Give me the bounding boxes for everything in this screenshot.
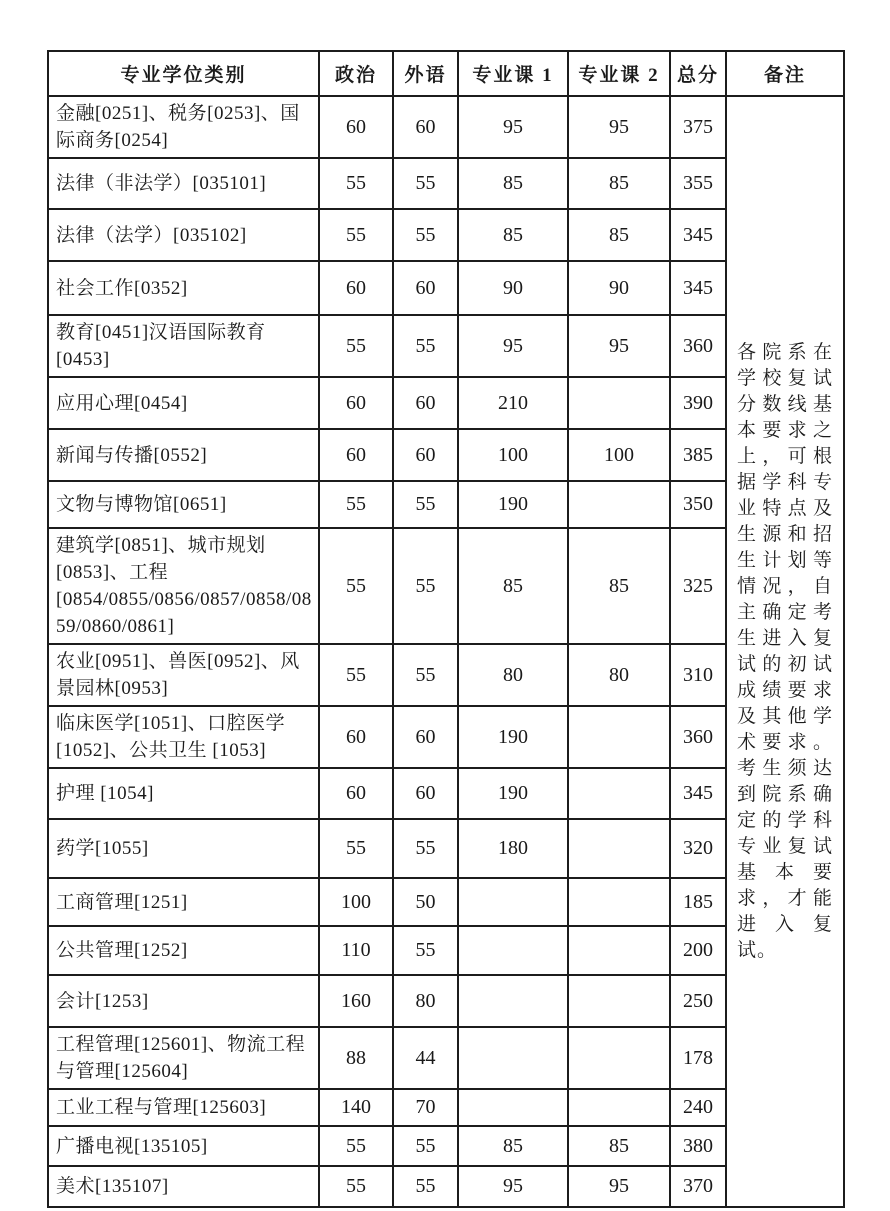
- header-course2: 专业课 2: [568, 51, 670, 96]
- category-cell: 法律（非法学）[035101]: [48, 158, 319, 209]
- course1-cell: 95: [458, 96, 568, 158]
- total-cell: 370: [670, 1166, 726, 1207]
- course1-cell: [458, 1089, 568, 1126]
- course1-cell: 90: [458, 261, 568, 315]
- course2-cell: 85: [568, 158, 670, 209]
- course2-cell: 100: [568, 429, 670, 481]
- course2-cell: 95: [568, 315, 670, 377]
- category-cell: 工程管理[125601]、物流工程与管理[125604]: [48, 1027, 319, 1089]
- foreign-cell: 55: [393, 528, 458, 644]
- course2-cell: 85: [568, 209, 670, 261]
- foreign-cell: 60: [393, 261, 458, 315]
- category-cell: 建筑学[0851]、城市规划[0853]、工程[0854/0855/0856/0857/0858/0859/0860/0861]: [48, 528, 319, 644]
- table-row: [48, 528, 844, 644]
- course2-cell: 95: [568, 96, 670, 158]
- table-row: [48, 1126, 844, 1166]
- politics-cell: 60: [319, 377, 393, 429]
- course1-cell: 85: [458, 209, 568, 261]
- course2-cell: [568, 819, 670, 878]
- politics-cell: 60: [319, 429, 393, 481]
- course1-cell: 210: [458, 377, 568, 429]
- course1-cell: [458, 1027, 568, 1089]
- foreign-cell: 55: [393, 644, 458, 706]
- politics-cell: 55: [319, 644, 393, 706]
- foreign-cell: 50: [393, 878, 458, 926]
- category-cell: 金融[0251]、税务[0253]、国际商务[0254]: [48, 96, 319, 158]
- foreign-cell: 55: [393, 315, 458, 377]
- table-row: [48, 96, 844, 158]
- remark-text: 各院系在学校复试分数线基本要求之上，可根据学科专业特点及生源和招生计划等情况，自主确定考生进入复试的初试成绩要求及其他学术要求。考生须达到院系确定的学科专业复试基本要求，才能进入复试。: [737, 341, 833, 961]
- foreign-cell: 55: [393, 1126, 458, 1166]
- course2-cell: 95: [568, 1166, 670, 1207]
- table-row: [48, 768, 844, 819]
- header-row: [48, 51, 844, 96]
- foreign-cell: 60: [393, 706, 458, 768]
- course2-cell: [568, 377, 670, 429]
- total-cell: 250: [670, 975, 726, 1027]
- foreign-cell: 44: [393, 1027, 458, 1089]
- politics-cell: 60: [319, 261, 393, 315]
- course2-cell: [568, 1027, 670, 1089]
- total-cell: 360: [670, 706, 726, 768]
- category-cell: 公共管理[1252]: [48, 926, 319, 975]
- foreign-cell: 55: [393, 481, 458, 528]
- course1-cell: [458, 926, 568, 975]
- table-row: [48, 429, 844, 481]
- foreign-cell: 70: [393, 1089, 458, 1126]
- course2-cell: [568, 926, 670, 975]
- table-row: [48, 975, 844, 1027]
- category-cell: 会计[1253]: [48, 975, 319, 1027]
- header-foreign-language: 外语: [393, 51, 458, 96]
- table-row: [48, 926, 844, 975]
- course1-cell: 190: [458, 706, 568, 768]
- politics-cell: 110: [319, 926, 393, 975]
- category-cell: 护理 [1054]: [48, 768, 319, 819]
- table-row: [48, 209, 844, 261]
- table-row: [48, 819, 844, 878]
- foreign-cell: 55: [393, 158, 458, 209]
- total-cell: 325: [670, 528, 726, 644]
- course2-cell: [568, 481, 670, 528]
- total-cell: 320: [670, 819, 726, 878]
- course1-cell: 95: [458, 1166, 568, 1207]
- total-cell: 200: [670, 926, 726, 975]
- table-row: [48, 377, 844, 429]
- total-cell: 345: [670, 261, 726, 315]
- politics-cell: 140: [319, 1089, 393, 1126]
- course2-cell: [568, 878, 670, 926]
- table-row: [48, 1166, 844, 1207]
- course1-cell: 190: [458, 481, 568, 528]
- course1-cell: 100: [458, 429, 568, 481]
- category-cell: 农业[0951]、兽医[0952]、风景园林[0953]: [48, 644, 319, 706]
- total-cell: 310: [670, 644, 726, 706]
- total-cell: 380: [670, 1126, 726, 1166]
- politics-cell: 55: [319, 528, 393, 644]
- category-cell: 法律（法学）[035102]: [48, 209, 319, 261]
- politics-cell: 100: [319, 878, 393, 926]
- category-cell: 广播电视[135105]: [48, 1126, 319, 1166]
- foreign-cell: 60: [393, 429, 458, 481]
- header-total: 总分: [670, 51, 726, 96]
- foreign-cell: 55: [393, 1166, 458, 1207]
- category-cell: 药学[1055]: [48, 819, 319, 878]
- foreign-cell: 60: [393, 377, 458, 429]
- course1-cell: 85: [458, 528, 568, 644]
- politics-cell: 160: [319, 975, 393, 1027]
- politics-cell: 60: [319, 768, 393, 819]
- total-cell: 178: [670, 1027, 726, 1089]
- foreign-cell: 60: [393, 768, 458, 819]
- course2-cell: 90: [568, 261, 670, 315]
- table-row: [48, 261, 844, 315]
- total-cell: 185: [670, 878, 726, 926]
- course1-cell: 85: [458, 158, 568, 209]
- foreign-cell: 60: [393, 96, 458, 158]
- table-row: [48, 158, 844, 209]
- politics-cell: 55: [319, 1126, 393, 1166]
- course1-cell: 180: [458, 819, 568, 878]
- total-cell: 355: [670, 158, 726, 209]
- category-cell: 新闻与传播[0552]: [48, 429, 319, 481]
- category-cell: 工业工程与管理[125603]: [48, 1089, 319, 1126]
- politics-cell: 60: [319, 96, 393, 158]
- category-cell: 美术[135107]: [48, 1166, 319, 1207]
- foreign-cell: 55: [393, 819, 458, 878]
- score-table: [47, 50, 845, 1208]
- total-cell: 375: [670, 96, 726, 158]
- total-cell: 390: [670, 377, 726, 429]
- table-row: [48, 1027, 844, 1089]
- category-cell: 社会工作[0352]: [48, 261, 319, 315]
- table-row: [48, 706, 844, 768]
- course2-cell: [568, 1089, 670, 1126]
- total-cell: 345: [670, 209, 726, 261]
- total-cell: 345: [670, 768, 726, 819]
- table-row: [48, 644, 844, 706]
- politics-cell: 55: [319, 158, 393, 209]
- course2-cell: 85: [568, 1126, 670, 1166]
- course1-cell: 190: [458, 768, 568, 819]
- course2-cell: [568, 768, 670, 819]
- course2-cell: [568, 706, 670, 768]
- foreign-cell: 80: [393, 975, 458, 1027]
- header-category: 专业学位类别: [48, 51, 319, 96]
- course1-cell: 85: [458, 1126, 568, 1166]
- course1-cell: [458, 975, 568, 1027]
- politics-cell: 55: [319, 315, 393, 377]
- header-course1: 专业课 1: [458, 51, 568, 96]
- category-cell: 应用心理[0454]: [48, 377, 319, 429]
- course1-cell: [458, 878, 568, 926]
- politics-cell: 55: [319, 481, 393, 528]
- header-remark: 备注: [726, 51, 844, 96]
- course1-cell: 80: [458, 644, 568, 706]
- course2-cell: 85: [568, 528, 670, 644]
- remark-cell: [726, 96, 844, 1207]
- header-politics: 政治: [319, 51, 393, 96]
- table-row: [48, 481, 844, 528]
- foreign-cell: 55: [393, 926, 458, 975]
- politics-cell: 60: [319, 706, 393, 768]
- foreign-cell: 55: [393, 209, 458, 261]
- table-row: [48, 315, 844, 377]
- total-cell: 350: [670, 481, 726, 528]
- course2-cell: 80: [568, 644, 670, 706]
- table-row: [48, 878, 844, 926]
- course1-cell: 95: [458, 315, 568, 377]
- category-cell: 临床医学[1051]、口腔医学[1052]、公共卫生 [1053]: [48, 706, 319, 768]
- total-cell: 385: [670, 429, 726, 481]
- politics-cell: 55: [319, 1166, 393, 1207]
- politics-cell: 55: [319, 209, 393, 261]
- category-cell: 教育[0451]汉语国际教育[0453]: [48, 315, 319, 377]
- course2-cell: [568, 975, 670, 1027]
- category-cell: 文物与博物馆[0651]: [48, 481, 319, 528]
- politics-cell: 88: [319, 1027, 393, 1089]
- category-cell: 工商管理[1251]: [48, 878, 319, 926]
- total-cell: 240: [670, 1089, 726, 1126]
- politics-cell: 55: [319, 819, 393, 878]
- total-cell: 360: [670, 315, 726, 377]
- table-row: [48, 1089, 844, 1126]
